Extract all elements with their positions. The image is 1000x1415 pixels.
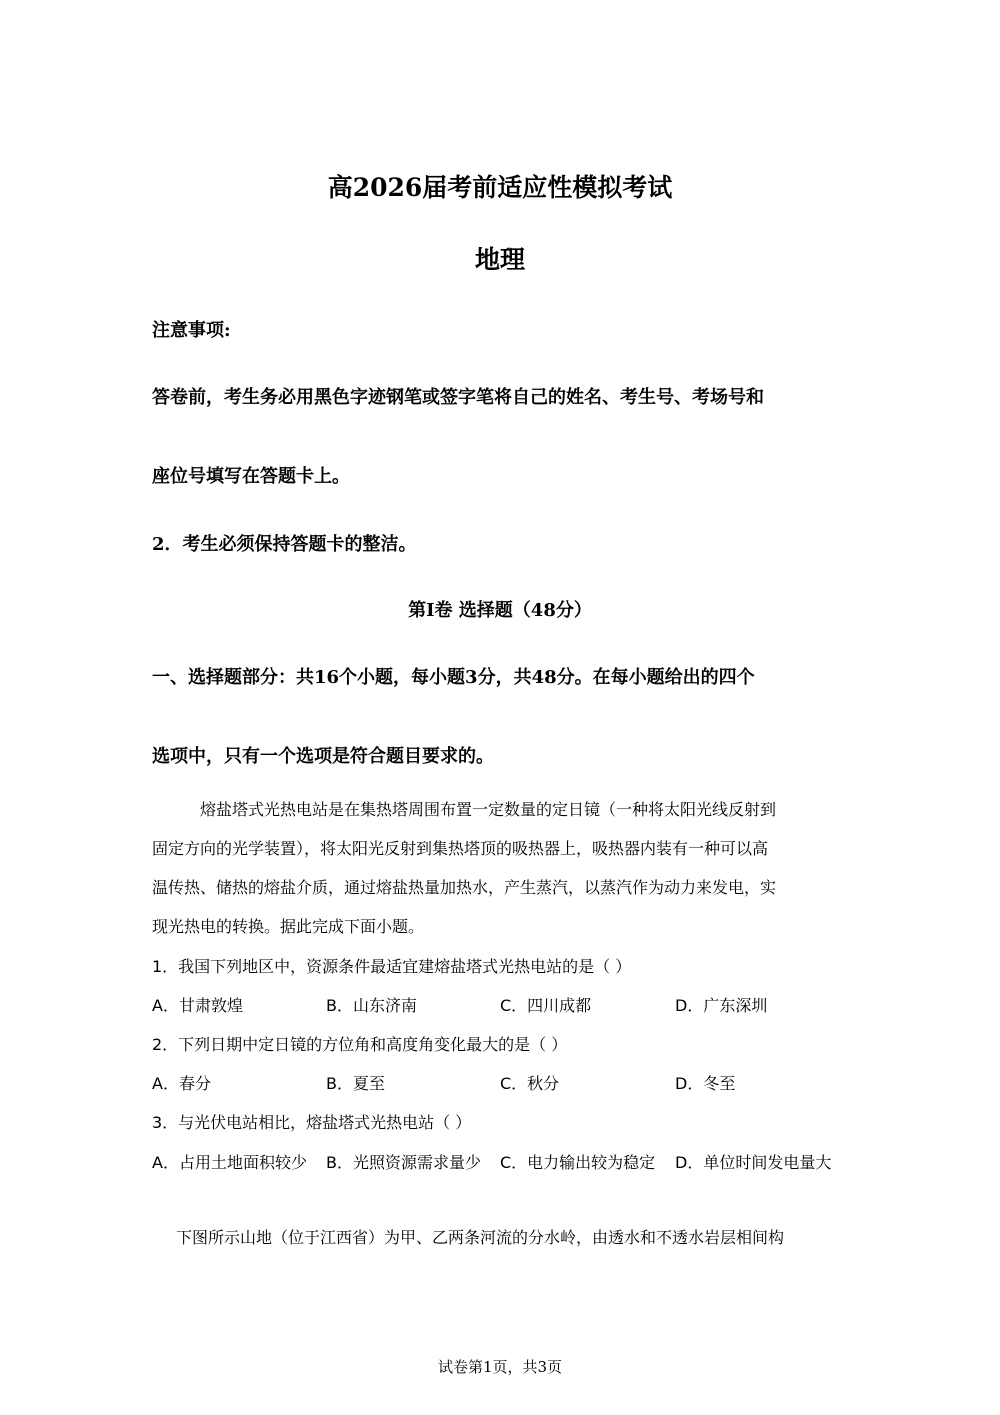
notice-line-1b: 座位号填写在答题卡上。 xyxy=(152,466,350,487)
page-footer: 试卷第1页，共3页 xyxy=(437,1358,563,1376)
question-1-option-c: C．四川成都 xyxy=(500,996,592,1015)
question-2-option-a: A．春分 xyxy=(152,1074,211,1093)
notice-heading: 注意事项: xyxy=(152,320,231,341)
section-title: 第I卷 选择题（48分） xyxy=(408,600,592,621)
question-2-option-b: B．夏至 xyxy=(326,1074,385,1093)
page-title: 高2026届考前适应性模拟考试 xyxy=(327,173,673,202)
question-2-stem: 2．下列日期中定日镜的方位角和高度角变化最大的是（ ） xyxy=(152,1035,568,1054)
question-2-option-c: C．秋分 xyxy=(500,1074,560,1093)
question-3-option-c: C．电力输出较为稳定 xyxy=(500,1153,656,1172)
question-3-option-b: B．光照资源需求量少 xyxy=(326,1153,481,1172)
notice-line-2: 2．考生必须保持答题卡的整洁。 xyxy=(152,534,417,555)
question-1-option-b: B．山东济南 xyxy=(326,996,417,1015)
question-3-option-a: A．占用土地面积较少 xyxy=(152,1153,307,1172)
question-2-option-d: D．冬至 xyxy=(675,1074,736,1093)
question-3-option-d: D．单位时间发电量大 xyxy=(675,1153,832,1172)
passage1-line: 现光热电的转换。据此完成下面小题。 xyxy=(152,917,425,936)
passage1-line: 温传热、储热的熔盐介质，通过熔盐热量加热水，产生蒸汽，以蒸汽作为动力来发电，实 xyxy=(152,878,777,897)
question-1-stem: 1．我国下列地区中，资源条件最适宜建熔盐塔式光热电站的是（ ） xyxy=(152,957,632,976)
question-1-option-a: A．甘肃敦煌 xyxy=(152,996,243,1015)
question-1-option-d: D．广东深圳 xyxy=(675,996,768,1015)
question-3-stem: 3．与光伏电站相比，熔盐塔式光热电站（ ） xyxy=(152,1113,472,1132)
passage1-line: 固定方向的光学装置），将太阳光反射到集热塔顶的吸热器上，吸热器内装有一种可以高 xyxy=(152,839,769,858)
notice-line-1a: 答卷前，考生务必用黑色字迹钢笔或签字笔将自己的姓名、考生号、考场号和 xyxy=(152,387,764,408)
passage2-line: 下图所示山地（位于江西省）为甲、乙两条河流的分水岭，由透水和不透水岩层相间构 xyxy=(176,1228,785,1247)
subject-title: 地理 xyxy=(474,245,525,274)
section-instruction-a: 一、选择题部分：共16个小题，每小题3分，共48分。在每小题给出的四个 xyxy=(152,667,755,688)
passage1-line: 熔盐塔式光热电站是在集热塔周围布置一定数量的定日镜（一种将太阳光线反射到 xyxy=(200,800,777,819)
section-instruction-b: 选项中，只有一个选项是符合题目要求的。 xyxy=(152,746,494,767)
